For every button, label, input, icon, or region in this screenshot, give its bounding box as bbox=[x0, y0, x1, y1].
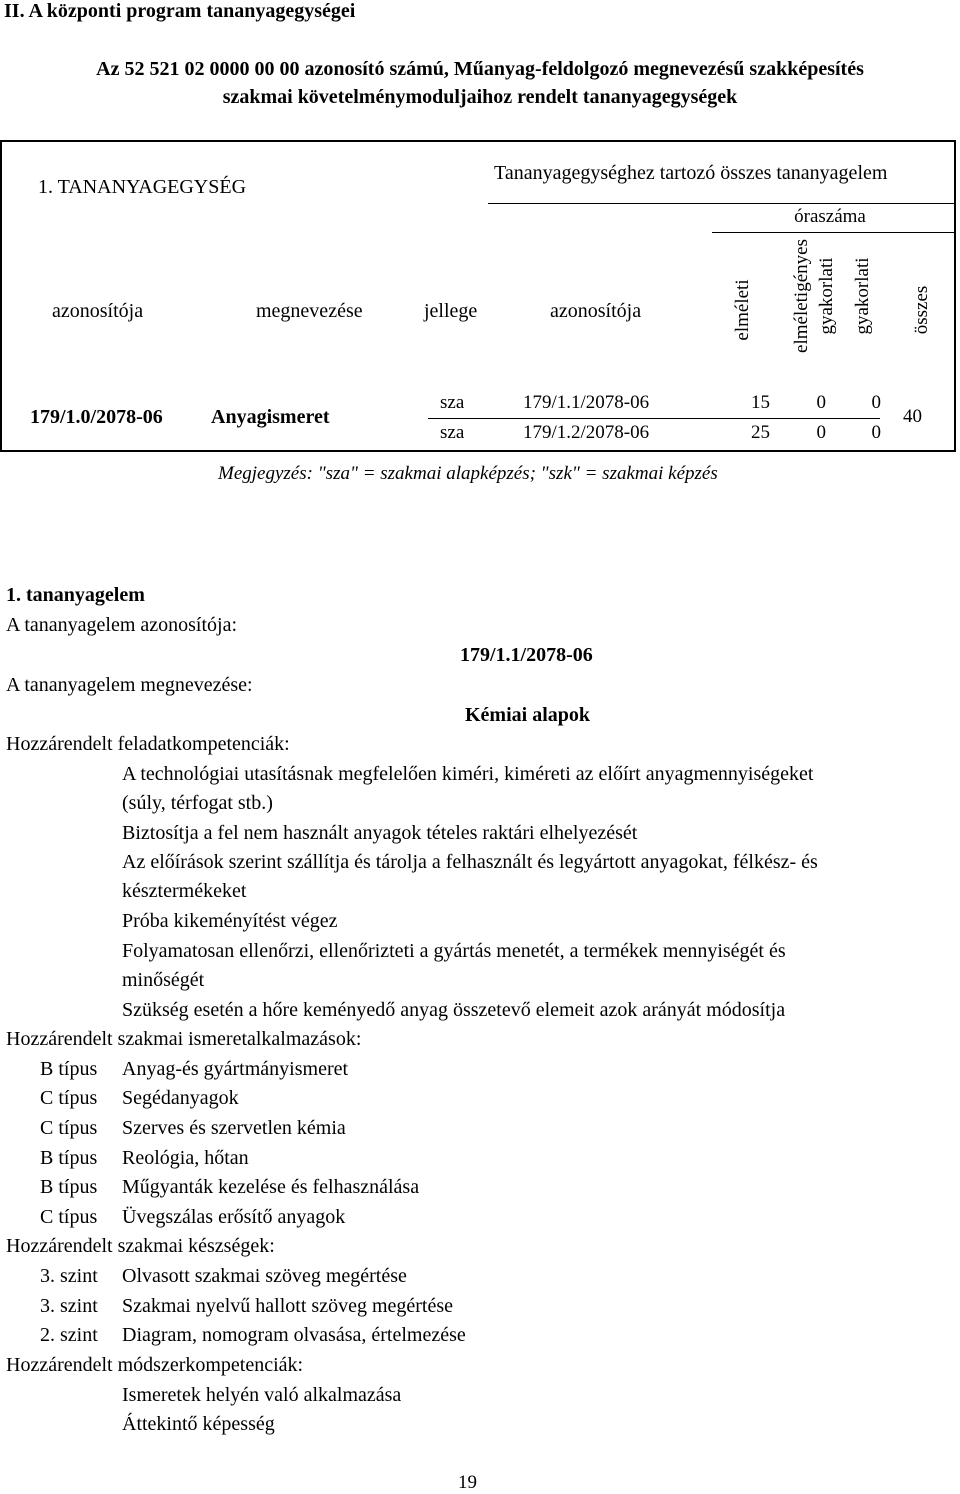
row-theory-practice: 0 bbox=[816, 422, 826, 443]
element-name-value: Kémiai alapok bbox=[465, 704, 591, 726]
task-item: A technológiai utasításnak megfelelően kiméri, kiméreti az előírt anyagmennyiségeket bbox=[122, 763, 814, 785]
row-element-id: 179/1.1/2078-06 bbox=[523, 392, 650, 413]
section-title: II. A központi program tananyagegységei bbox=[4, 0, 356, 22]
knowledge-label: Hozzárendelt szakmai ismeretalkalmazások: bbox=[6, 1028, 362, 1050]
hours-header-rule bbox=[712, 232, 954, 233]
knowledge-level: C típus bbox=[40, 1087, 98, 1109]
row-practice: 0 bbox=[871, 392, 881, 413]
table-top-border bbox=[0, 140, 956, 142]
knowledge-text: Szerves és szervetlen kémia bbox=[122, 1117, 346, 1139]
col-type: jellege bbox=[424, 300, 478, 322]
row-divider bbox=[428, 418, 880, 419]
skills-label: Hozzárendelt szakmai készségek: bbox=[6, 1235, 275, 1257]
row-element-id: 179/1.2/2078-06 bbox=[523, 422, 650, 443]
page-number: 19 bbox=[458, 1472, 477, 1493]
col-theory-practice-line1: elméletigényes bbox=[791, 239, 812, 353]
row-theory-practice: 0 bbox=[816, 392, 826, 413]
unit-total: 40 bbox=[903, 406, 922, 427]
table-note: Megjegyzés: "sza" = szakmai alapképzés; "szk" = szakmai képzés bbox=[218, 463, 718, 484]
row-practice: 0 bbox=[871, 422, 881, 443]
table-left-border bbox=[0, 140, 2, 452]
col-unit-id: azonosítója bbox=[52, 300, 144, 322]
knowledge-level: B típus bbox=[40, 1147, 98, 1169]
group-header: Tananyagegységhez tartozó összes tananyagelem bbox=[494, 162, 888, 184]
table-right-border bbox=[954, 140, 956, 452]
task-item: Az előírások szerint szállítja és tárolja a felhasznált és legyártott anyagokat, félkész- és bbox=[122, 851, 818, 873]
row-theory: 15 bbox=[751, 392, 770, 413]
skill-text: Diagram, nomogram olvasása, értelmezése bbox=[122, 1324, 466, 1346]
col-practice: gyakorlati bbox=[852, 257, 873, 335]
row-type: sza bbox=[440, 392, 465, 413]
unit-id: 179/1.0/2078-06 bbox=[30, 406, 163, 428]
hours-header: óraszáma bbox=[794, 206, 866, 227]
knowledge-level: C típus bbox=[40, 1206, 98, 1228]
methods-label: Hozzárendelt módszerkompetenciák: bbox=[6, 1354, 304, 1376]
skill-text: Olvasott szakmai szöveg megértése bbox=[122, 1265, 407, 1287]
intro-line-1: Az 52 521 02 0000 00 00 azonosító számú, Műanyag-feldolgozó megnevezésű szakképesítés bbox=[96, 58, 864, 80]
element-heading: 1. tananyagelem bbox=[6, 584, 145, 606]
knowledge-level: B típus bbox=[40, 1058, 98, 1080]
intro-line-2: szakmai követelménymoduljaihoz rendelt tananyagegységek bbox=[222, 86, 738, 108]
row-type: sza bbox=[440, 422, 465, 443]
knowledge-text: Segédanyagok bbox=[122, 1087, 239, 1109]
method-item: Áttekintő képesség bbox=[122, 1413, 275, 1435]
knowledge-text: Üvegszálas erősítő anyagok bbox=[122, 1206, 346, 1228]
knowledge-level: C típus bbox=[40, 1117, 98, 1139]
skill-level: 3. szint bbox=[40, 1295, 98, 1317]
element-name-label: A tananyagelem megnevezése: bbox=[6, 674, 253, 696]
row-theory: 25 bbox=[751, 422, 770, 443]
skill-text: Szakmai nyelvű hallott szöveg megértése bbox=[122, 1295, 454, 1317]
unit-name: Anyagismeret bbox=[211, 406, 330, 428]
col-element-id: azonosítója bbox=[550, 300, 642, 322]
col-total: összes bbox=[911, 285, 932, 335]
task-item: minőségét bbox=[122, 969, 205, 991]
task-item: Folyamatosan ellenőrzi, ellenőrizteti a gyártás menetét, a termékek mennyiségét és bbox=[122, 940, 786, 962]
task-item: Biztosítja a fel nem használt anyagok tételes raktári elhelyezését bbox=[122, 822, 638, 844]
skill-level: 3. szint bbox=[40, 1265, 98, 1287]
skill-level: 2. szint bbox=[40, 1324, 98, 1346]
task-item: Próba kikeményítést végez bbox=[122, 910, 338, 932]
task-item: (súly, térfogat stb.) bbox=[122, 792, 273, 814]
tasks-label: Hozzárendelt feladatkompetenciák: bbox=[6, 733, 290, 755]
knowledge-text: Anyag-és gyártmányismeret bbox=[122, 1058, 349, 1080]
knowledge-text: Reológia, hőtan bbox=[122, 1147, 249, 1169]
table-bottom-border bbox=[0, 450, 956, 452]
element-id-value: 179/1.1/2078-06 bbox=[460, 644, 593, 666]
element-id-label: A tananyagelem azonosítója: bbox=[6, 614, 238, 636]
knowledge-level: B típus bbox=[40, 1176, 98, 1198]
unit-title: 1. TANANYAGEGYSÉG bbox=[38, 176, 247, 198]
col-theory-practice-line2: gyakorlati bbox=[816, 257, 837, 335]
task-item: Szükség esetén a hőre keményedő anyag összetevő elemeit azok arányát módosítja bbox=[122, 999, 786, 1021]
knowledge-text: Műgyanták kezelése és felhasználása bbox=[122, 1176, 420, 1198]
method-item: Ismeretek helyén való alkalmazása bbox=[122, 1384, 402, 1406]
col-unit-name: megnevezése bbox=[256, 300, 363, 322]
group-header-rule bbox=[488, 203, 954, 204]
task-item: késztermékeket bbox=[122, 880, 247, 902]
col-theory: elméleti bbox=[732, 279, 753, 341]
